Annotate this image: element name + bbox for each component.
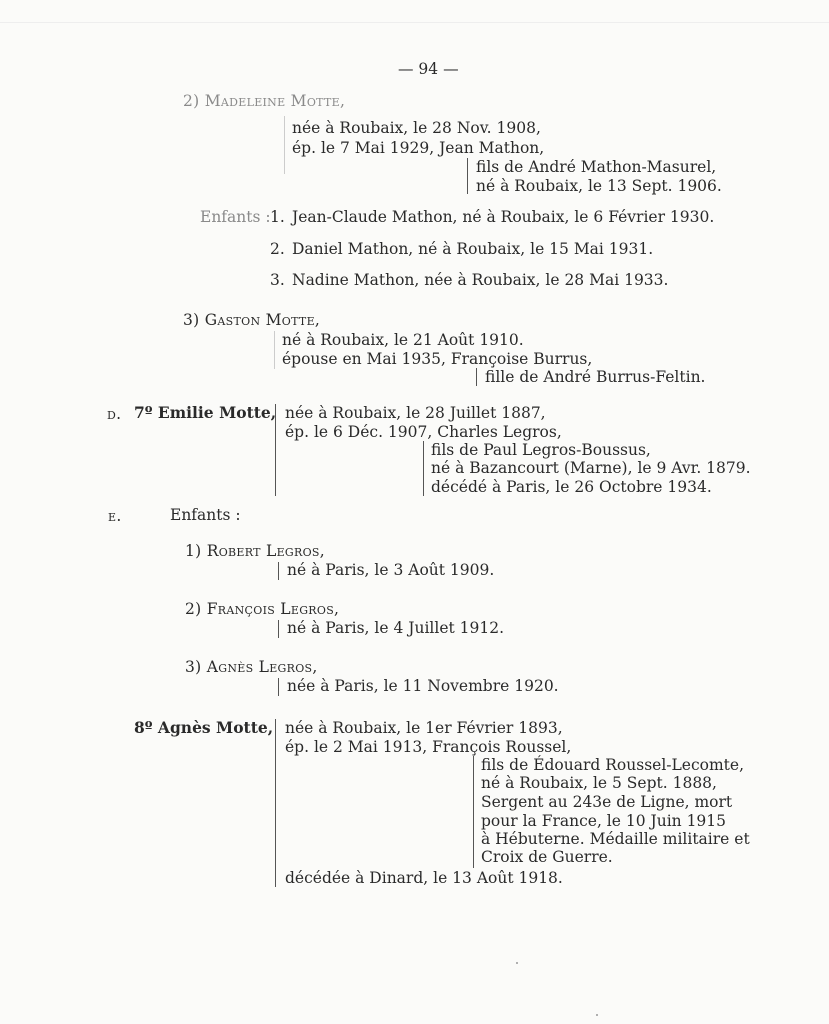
legros-child-name: 1) Robert Legros, bbox=[185, 542, 325, 560]
legros-child-detail: né à Paris, le 4 Juillet 1912. bbox=[287, 619, 505, 637]
mathon-bracket bbox=[467, 158, 468, 194]
roussel-line: à Hébuterne. Médaille militaire et bbox=[481, 830, 750, 848]
legros-bracket bbox=[423, 441, 424, 496]
madeleine-married: ép. le 7 Mai 1929, Jean Mathon, bbox=[292, 139, 545, 157]
scan-speck bbox=[516, 962, 518, 964]
agnes-died: décédée à Dinard, le 13 Août 1918. bbox=[285, 869, 563, 887]
roussel-bracket bbox=[473, 756, 474, 868]
mathon-child: Jean-Claude Mathon, né à Roubaix, le 6 Février 1930. bbox=[292, 208, 715, 226]
agnes-bracket bbox=[275, 719, 276, 887]
child-bracket bbox=[278, 620, 279, 638]
agnes-heading: 8º Agnès Motte, bbox=[134, 718, 274, 737]
burrus-bracket bbox=[476, 368, 477, 386]
roussel-line: Croix de Guerre. bbox=[481, 848, 613, 866]
roussel-line: pour la France, le 10 Juin 1915 bbox=[481, 812, 727, 830]
agnes-married: ép. le 2 Mai 1913, François Roussel, bbox=[285, 738, 572, 756]
scan-speck bbox=[596, 1014, 598, 1016]
mathon-children-label: Enfants : bbox=[200, 208, 271, 226]
emilie-born: née à Roubaix, le 28 Juillet 1887, bbox=[285, 404, 546, 422]
page-top-edge bbox=[0, 22, 829, 23]
section-letter-e: e. bbox=[108, 507, 122, 525]
legros-child-name: 3) Agnès Legros, bbox=[185, 658, 318, 676]
roussel-line: Sergent au 243e de Ligne, mort bbox=[481, 793, 733, 811]
child-bracket bbox=[278, 562, 279, 580]
legros-parent: fils de Paul Legros-Boussus, bbox=[431, 441, 651, 459]
child-number: 2. bbox=[270, 240, 285, 258]
gaston-bracket bbox=[274, 331, 275, 369]
mathon-child: Nadine Mathon, née à Roubaix, le 28 Mai 1933. bbox=[292, 271, 669, 289]
emilie-married: ép. le 6 Déc. 1907, Charles Legros, bbox=[285, 423, 562, 441]
agnes-born: née à Roubaix, le 1er Février 1893, bbox=[285, 719, 563, 737]
roussel-line: fils de Édouard Roussel-Lecomte, bbox=[481, 756, 745, 774]
mathon-born: né à Roubaix, le 13 Sept. 1906. bbox=[476, 177, 722, 195]
legros-died: décédé à Paris, le 26 Octobre 1934. bbox=[431, 478, 712, 496]
madeleine-born: née à Roubaix, le 28 Nov. 1908, bbox=[292, 119, 541, 137]
gaston-married: épouse en Mai 1935, Françoise Burrus, bbox=[282, 350, 593, 368]
mathon-child: Daniel Mathon, né à Roubaix, le 15 Mai 1931. bbox=[292, 240, 654, 258]
roussel-line: né à Roubaix, le 5 Sept. 1888, bbox=[481, 774, 717, 792]
child-bracket bbox=[278, 678, 279, 696]
legros-child-detail: né à Paris, le 3 Août 1909. bbox=[287, 561, 495, 579]
gaston-heading: 3) Gaston Motte, bbox=[183, 311, 321, 329]
legros-children-label: Enfants : bbox=[170, 506, 241, 524]
child-number: 3. bbox=[270, 271, 285, 289]
gaston-born: né à Roubaix, le 21 Août 1910. bbox=[282, 331, 524, 349]
page-number: — 94 — bbox=[398, 60, 459, 78]
madeleine-bracket bbox=[284, 116, 285, 174]
madeleine-heading: 2) Madeleine Motte, bbox=[183, 92, 346, 110]
legros-child-detail: née à Paris, le 11 Novembre 1920. bbox=[287, 677, 559, 695]
section-letter-d: d. bbox=[107, 405, 122, 423]
burrus-parent: fille de André Burrus-Feltin. bbox=[485, 368, 706, 386]
mathon-parent: fils de André Mathon-Masurel, bbox=[476, 158, 717, 176]
legros-born: né à Bazancourt (Marne), le 9 Avr. 1879. bbox=[431, 459, 751, 477]
emilie-bracket bbox=[275, 404, 276, 496]
legros-child-name: 2) François Legros, bbox=[185, 600, 340, 618]
emilie-heading: 7º Emilie Motte, bbox=[134, 403, 277, 422]
child-number: 1. bbox=[270, 208, 285, 226]
